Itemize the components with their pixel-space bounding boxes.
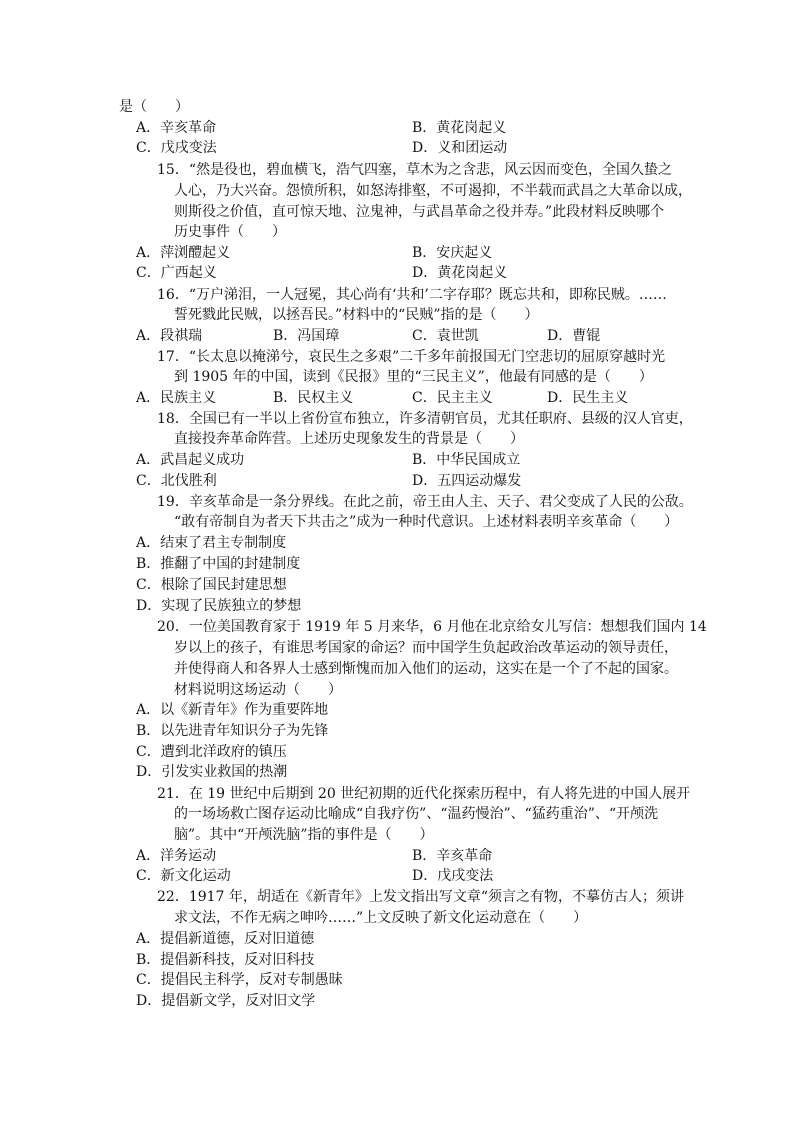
q22-stem-line-2: 求文法，不作无病之呻吟……”上文反映了新文化运动意在（ ） bbox=[174, 910, 588, 926]
q19-option-c: C．根除了国民封建思想 bbox=[136, 577, 287, 593]
q20-option-c: C．遭到北洋政府的镇压 bbox=[136, 744, 287, 760]
q19-option-a: A．结束了君主专制制度 bbox=[136, 535, 287, 551]
q15-option-c: C．广西起义 bbox=[136, 265, 217, 281]
q18-stem-line-1: 18．全国已有一半以上省份宣布独立，许多清朝官员，尤其任职府、县级的汉人官吏， bbox=[157, 411, 693, 427]
q15-stem-line-2: 人心，乃大兴奋。怨愤所积，如怒涛排壑，不可遏抑，不半载而武昌之大革命以成， bbox=[174, 183, 692, 199]
q17-option-a: A．民族主义 bbox=[136, 390, 217, 406]
q22-option-b: B．提倡新科技，反对旧科技 bbox=[136, 952, 315, 968]
q19-option-d: D．实现了民族独立的梦想 bbox=[136, 598, 302, 614]
q22-option-d: D．提倡新文学，反对旧文学 bbox=[136, 993, 316, 1009]
q20-stem-line-2: 岁以上的孩子，有谁思考国家的命运？而中国学生负起政治改革运动的领导责任， bbox=[174, 640, 678, 656]
q21-option-c: C．新文化运动 bbox=[136, 868, 231, 884]
q19-option-b: B．推翻了中国的封建制度 bbox=[136, 556, 301, 572]
q22-option-a: A．提倡新道德，反对旧道德 bbox=[136, 931, 315, 947]
q14-stem-tail: 是（ ） bbox=[119, 99, 189, 115]
q21-option-d: D．戊戌变法 bbox=[412, 868, 494, 884]
q17-option-d: D．民生主义 bbox=[547, 390, 629, 406]
q21-option-b: B．辛亥革命 bbox=[412, 848, 493, 864]
q20-option-a: A．以《新青年》作为重要阵地 bbox=[136, 702, 329, 718]
q21-stem-line-2: 的一场场救亡图存运动比喻成“自我疗伤”、“温药慢治”、“猛药重治”、“开颅洗 bbox=[174, 806, 659, 822]
q15-stem-line-4: 历史事件（ ） bbox=[174, 224, 286, 240]
q14-option-d: D．义和团运动 bbox=[412, 140, 508, 156]
q19-stem-line-1: 19．辛亥革命是一条分界线。在此之前，帝王由人主、天子、君父变成了人民的公敌。 bbox=[157, 494, 693, 510]
q16-option-c: C．袁世凯 bbox=[412, 328, 479, 344]
q22-stem-line-1: 22．1917 年，胡适在《新青年》上发文指出写文章“须言之有物，不摹仿古人；须讲 bbox=[157, 889, 685, 905]
q18-option-d: D．五四运动爆发 bbox=[412, 473, 522, 489]
q16-option-b: B．冯国璋 bbox=[273, 328, 340, 344]
q16-stem-line-2: 誓死戮此民贼，以拯吾民。”材料中的“民贼”指的是（ ） bbox=[174, 307, 539, 323]
q21-stem-line-3: 脑”。其中“开颅洗脑”指的事件是（ ） bbox=[174, 827, 434, 843]
q16-option-a: A．段祺瑞 bbox=[136, 328, 203, 344]
q20-option-d: D．引发实业救国的热潮 bbox=[136, 764, 288, 780]
q15-stem-line-1: 15．“然是役也，碧血横飞，浩气四塞，草木为之含悲，风云因而变色，全国久蛰之 bbox=[157, 162, 672, 178]
q18-option-b: B．中华民国成立 bbox=[412, 452, 521, 468]
q15-option-a: A．萍浏醴起义 bbox=[136, 245, 231, 261]
q16-stem-line-1: 16．“万户涕泪，一人冠冕，其心尚有‘共和’二字存耶？既忘共和，即称民贼。…… bbox=[157, 287, 667, 303]
q17-option-c: C．民主主义 bbox=[412, 390, 493, 406]
q20-stem-line-3: 并使得商人和各界人士感到惭愧而加入他们的运动，这实在是一个了不起的国家。 bbox=[174, 661, 678, 677]
q17-stem-line-1: 17．“长太息以掩涕兮，哀民生之多艰”二千多年前报国无门空悲切的屈原穿越时光 bbox=[157, 349, 666, 365]
q15-option-d: D．黄花岗起义 bbox=[412, 265, 508, 281]
q15-stem-line-3: 则斯役之价值，直可惊天地、泣鬼神，与武昌革命之役并寿。”此段材料反映哪个 bbox=[174, 204, 665, 220]
q21-stem-line-1: 21．在 19 世纪中后期到 20 世纪初期的近代化探索历程中，有人将先进的中国人展开 bbox=[157, 786, 691, 802]
q16-option-d: D．曹锟 bbox=[547, 328, 601, 344]
q20-stem-line-1: 20．一位美国教育家于 1919 年 5 月来华，6 月他在北京给女儿写信：想想我们国内 14 bbox=[157, 619, 707, 635]
q17-option-b: B．民权主义 bbox=[273, 390, 354, 406]
q18-stem-line-2: 直接投奔革命阵营。上述历史现象发生的背景是（ ） bbox=[174, 431, 524, 447]
q20-option-b: B．以先进青年知识分子为先锋 bbox=[136, 723, 329, 739]
q14-option-c: C．戊戌变法 bbox=[136, 140, 217, 156]
q14-option-b: B．黄花岗起义 bbox=[412, 120, 507, 136]
q15-option-b: B．安庆起义 bbox=[412, 245, 493, 261]
q18-option-a: A．武昌起义成功 bbox=[136, 452, 245, 468]
q20-stem-line-4: 材料说明这场运动（ ） bbox=[174, 682, 342, 698]
q18-option-c: C．北伐胜利 bbox=[136, 473, 217, 489]
q22-option-c: C．提倡民主科学，反对专制愚昧 bbox=[136, 972, 343, 988]
q17-stem-line-2: 到 1905 年的中国，读到《民报》里的“三民主义”，他最有同感的是（ ） bbox=[174, 369, 653, 385]
q21-option-a: A．洋务运动 bbox=[136, 848, 217, 864]
q14-option-a: A．辛亥革命 bbox=[136, 120, 217, 136]
q19-stem-line-2: “敢有帝制自为者天下共击之”成为一种时代意识。上述材料表明辛亥革命（ ） bbox=[174, 514, 679, 530]
